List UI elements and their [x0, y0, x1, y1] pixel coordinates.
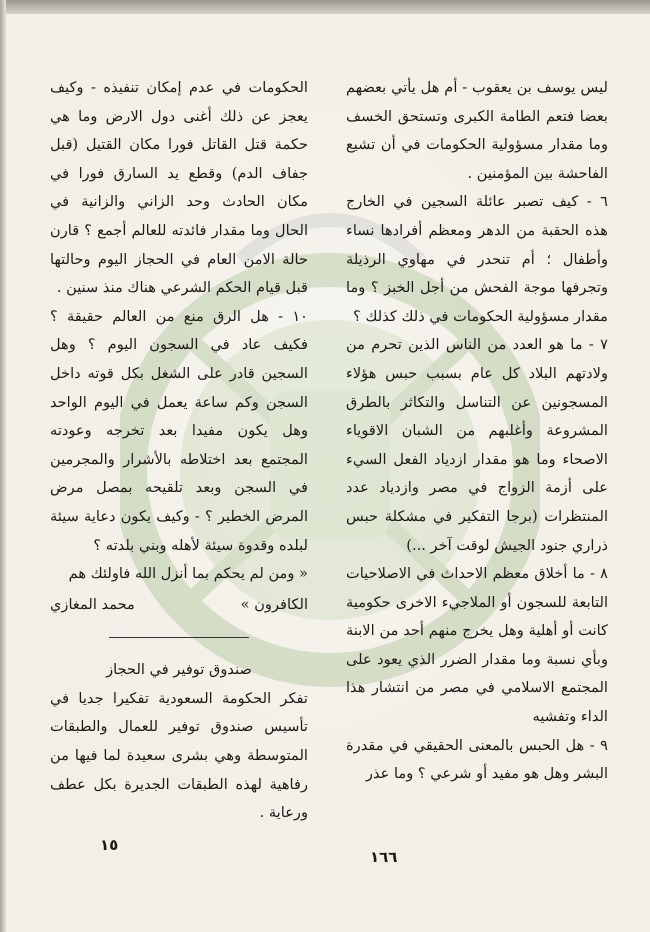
page-number-right: ١٦٦ — [370, 848, 398, 866]
paragraph: ٦ - كيف تصبر عائلة السجين في الخارج هذه الحقبة من الدهر ومعظم أفرادها نساء وأطفال ؛ أم تنحدر في مهاوي الرذيلة وتجرفها موجة الفحش من أجل الخبز ؟ وما مقدار مسؤولية الحكومات في ذلك كذلك ؟ — [346, 193, 608, 325]
paragraph: ليس يوسف بن يعقوب - أم هل يأتي بعضهم بعضا فتعم الطامة الكبرى وتستحق الخسف وما مقدار مسؤولية الحكومات في أن تشيع الفاحشة بين المؤمنين . — [346, 79, 608, 182]
section-divider — [109, 637, 249, 638]
paragraph: الحكومات في عدم إمكان تنفيذه - وكيف يعجز عن ذلك أغنى دول الارض وما هي حكمة قتل القاتل فورا مكان القتيل (قبل جفاف الدم) وقطع يد السارق فورا في مكان الحادث وحد الزاني والزانية في الحال وما مقدار فائدته للعالم أجمع ؟ قارن حالة الامن العام في الحجاز اليوم وحالتها قبل قيام الحكم الشرعي هناك منذ سنين . — [50, 79, 308, 297]
quote-end: الكافرون » — [240, 595, 308, 613]
paragraph: ٩ - هل الحبس بالمعنى الحقيقي في مقدرة البشر وهل هو مفيد أو شرعي ؟ وما عذر — [346, 736, 608, 783]
paragraph: ٨ - ما أخلاق معظم الاحداث في الاصلاحيات التابعة للسجون أو الملاجيء الاخرى حكومية كانت أو أهلية وهل يخرج منهم أحد من الابنة وبأي نسبة وما مقدار الضرر الذي يعود على المجتمع الاسلامي في مصر من انتشار هذا الداء وتفشيه — [346, 565, 608, 726]
left-column — [50, 74, 308, 828]
quran-quote: « ومن لم يحكم بما أنزل الله فاولئك هم — [68, 565, 308, 583]
scan-top-edge — [0, 0, 650, 14]
paragraph: تفكر الحكومة السعودية تفكيرا جديا في تأسيس صندوق توفير للعمال والطبقات المتوسطة وهي بشرى سعيدة لما فيها من رفاهية لهذه الطبقات الجديرة بكل عطف ورعاية . — [50, 689, 308, 822]
paragraph: ٧ - ما هو العدد من الناس الذين تحرم من ولادتهم البلاد كل عام بسبب حبس هؤلاء المسجونين عن التناسل والتكاثر بالطرق المشروعة وأغلبهم من الشبان الاقوياء الاصحاء وما هو مقدار ازدياد الفعل السيء على أزمة الزواج في مصر وازدياد عدد المنتظرات (برجا التفكير في مشكلة حبس ذراري جنود الجيش لوقت آخر ...) — [346, 336, 608, 554]
paragraph: ١٠ - هل الرق منع من العالم حقيقة ؟ فكيف عاد في السجون اليوم ؟ وهل السجين قادر على الشغل بكل قوته داخل السجن وكم ساعة يعمل في اليوم الواحد وهل يكون مفيدا بعد تخرجه وعودته المجتمع بعد اختلاطه بالأشرار والمجرمين في السجن وبعد تلقيحه بمصل مرض المرض الخطير ؟ - وكيف يكون دعاية سيئة لبلده وقدوة سيئة لأهله وبني بلدته ؟ — [50, 307, 308, 554]
page-number-left: ١٥ — [100, 836, 119, 854]
quote-signature-row — [50, 591, 308, 620]
scan-left-edge — [0, 0, 6, 932]
right-column — [346, 74, 608, 789]
section-heading: صندوق توفير في الحجاز — [106, 661, 252, 679]
author-signature: محمد المغازي — [50, 595, 135, 613]
